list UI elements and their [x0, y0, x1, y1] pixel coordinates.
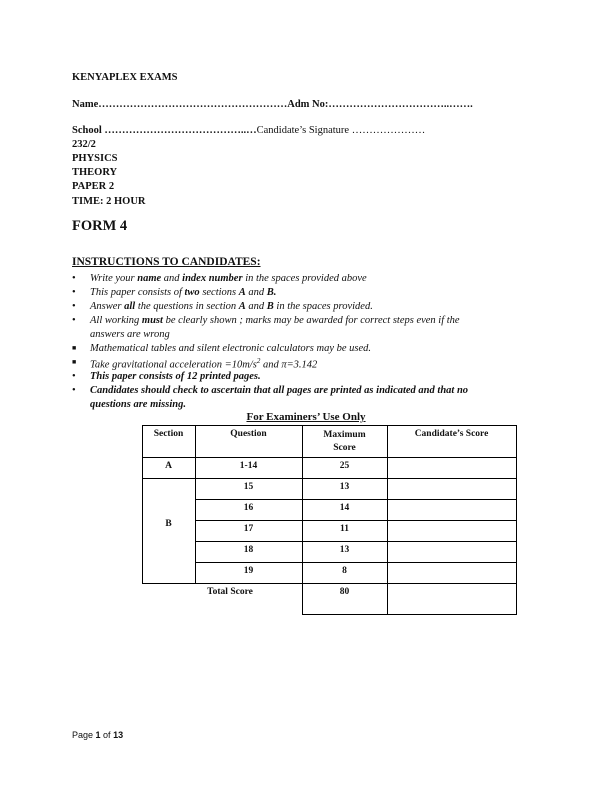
candidate-score-cell[interactable] — [387, 521, 516, 541]
candidate-score-cell[interactable] — [387, 500, 516, 520]
header-question: Question — [230, 429, 267, 439]
time-allowed: TIME: 2 HOUR — [72, 196, 146, 207]
total-score-label: Total Score — [207, 587, 253, 597]
form-level: FORM 4 — [72, 218, 128, 234]
paper-number: PAPER 2 — [72, 181, 115, 192]
candidate-score-cell[interactable] — [387, 458, 516, 478]
candidate-score-cell[interactable] — [387, 563, 516, 583]
signature-label: Candidate’s Signature ………………… — [256, 125, 426, 136]
instructions-title: INSTRUCTIONS TO CANDIDATES: — [72, 256, 261, 268]
subject: PHYSICS — [72, 153, 118, 164]
candidate-score-cell[interactable] — [387, 479, 516, 499]
page-number: Page 1 of 13 — [72, 730, 124, 740]
org-name: KENYAPLEX EXAMS — [72, 72, 178, 83]
section-a: A — [165, 461, 172, 471]
section-b: B — [165, 519, 172, 529]
question-cell: 17 — [243, 524, 254, 534]
max-score-cell: 13 — [339, 482, 350, 492]
max-score-cell: 14 — [339, 503, 350, 513]
header-section: Section — [153, 429, 184, 439]
max-score-cell: 8 — [342, 566, 347, 576]
school-field[interactable] — [72, 125, 425, 136]
paper-code: 232/2 — [72, 139, 96, 150]
school-label: School …………………………………..… — [72, 125, 257, 136]
name-field[interactable] — [72, 99, 473, 110]
adm-no-label: Adm No:……………………………..……. — [287, 99, 473, 110]
header-max-score: Maximum Score — [323, 430, 366, 453]
header-candidate-score: Candidate’s Score — [414, 429, 489, 439]
name-label: Name……………………………………………… — [72, 99, 288, 110]
total-max-score: 80 — [339, 587, 350, 597]
table-title: For Examiners’ Use Only — [246, 411, 366, 423]
question-cell: 18 — [243, 545, 254, 555]
question-cell: 15 — [243, 482, 254, 492]
max-score-cell: 11 — [340, 524, 349, 534]
total-candidate-score[interactable] — [387, 584, 516, 614]
paper-type: THEORY — [72, 167, 118, 178]
question-cell: 19 — [243, 566, 254, 576]
question-cell: 1-14 — [239, 461, 258, 471]
question-cell: 16 — [243, 503, 254, 513]
max-score-cell: 13 — [339, 545, 350, 555]
max-score-cell: 25 — [339, 461, 350, 471]
candidate-score-cell[interactable] — [387, 542, 516, 562]
